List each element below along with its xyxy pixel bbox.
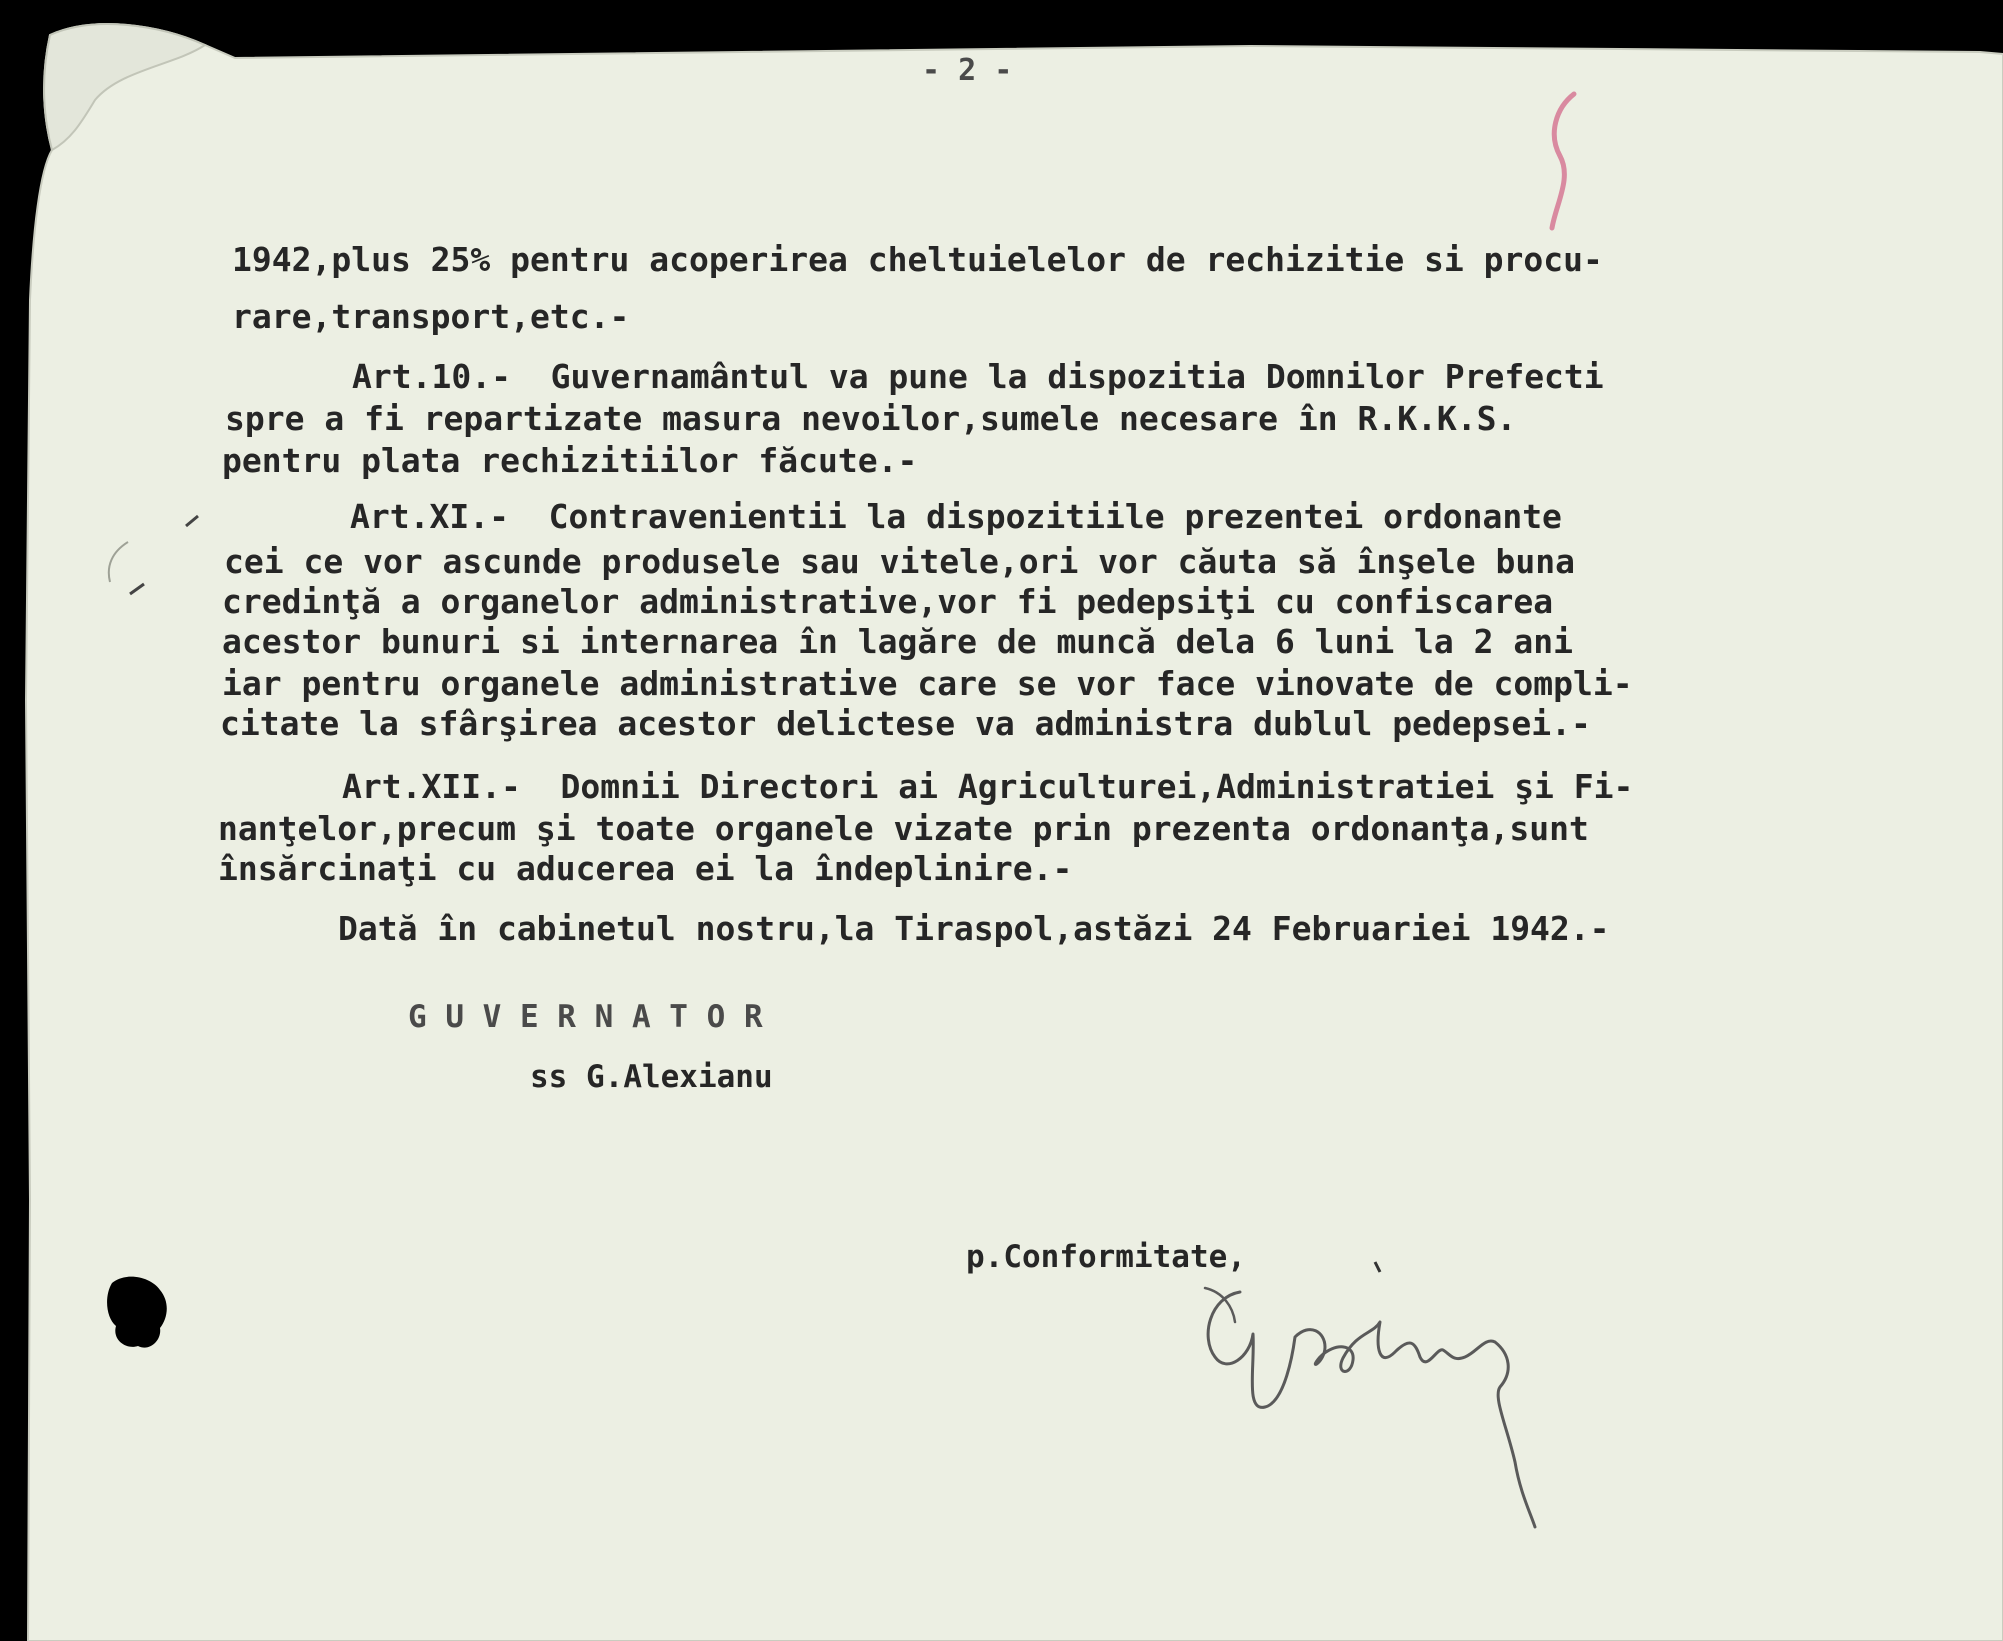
page-number: - 2 - [922,53,1013,88]
dated-line: Dată în cabinetul nostru,la Tiraspol,astăzi 24 Februariei 1942.- [338,909,1610,948]
guvernator-title: G U V E R N A T O R [408,999,763,1035]
handwritten-signature [1175,1262,1575,1532]
art12-line-3: însărcinaţi cu aducerea ei la îndeplinire.- [218,849,1073,888]
pink-mark [1534,86,1594,236]
art11-line-6: citate la sfârşirea acestor delictese va administra dublul pedepsei.- [220,704,1591,743]
art10-line-3: pentru plata rechizitiilor făcute.- [222,441,918,480]
art10-line-1: Art.10.- Guvernamântul va pune la dispozitia Domnilor Prefecti [352,357,1604,396]
art11-line-3: credinţă a organelor administrative,vor fi pedepsiţi cu confiscarea [222,582,1554,621]
body-line-p1-1: 1942,plus 25% pentru acoperirea cheltuielelor de rechizitie si procu- [232,240,1603,279]
conformity-label: p.Conformitate, [966,1239,1246,1275]
guvernator-signed: ss G.Alexianu [530,1059,773,1095]
art12-line-2: nanţelor,precum şi toate organele vizate prin prezenta ordonanţa,sunt [218,809,1589,848]
art11-line-4: acestor bunuri si internarea în lagăre de muncă dela 6 luni la 2 ani [222,622,1574,661]
art11-line-1: Art.XI.- Contravenientii la dispozitiile prezentei ordonante [350,497,1562,536]
body-line-p1-2: rare,transport,etc.- [232,297,630,336]
art11-line-5: iar pentru organele administrative care se vor face vinovate de compli- [222,664,1633,703]
art10-line-2: spre a fi repartizate masura nevoilor,sumele necesare în R.K.K.S. [225,399,1517,438]
art11-line-2: cei ce vor ascunde produsele sau vitele,ori vor căuta să înşele buna [224,542,1576,581]
art12-line-1: Art.XII.- Domnii Directori ai Agriculturei,Administratiei şi Fi- [342,767,1634,806]
